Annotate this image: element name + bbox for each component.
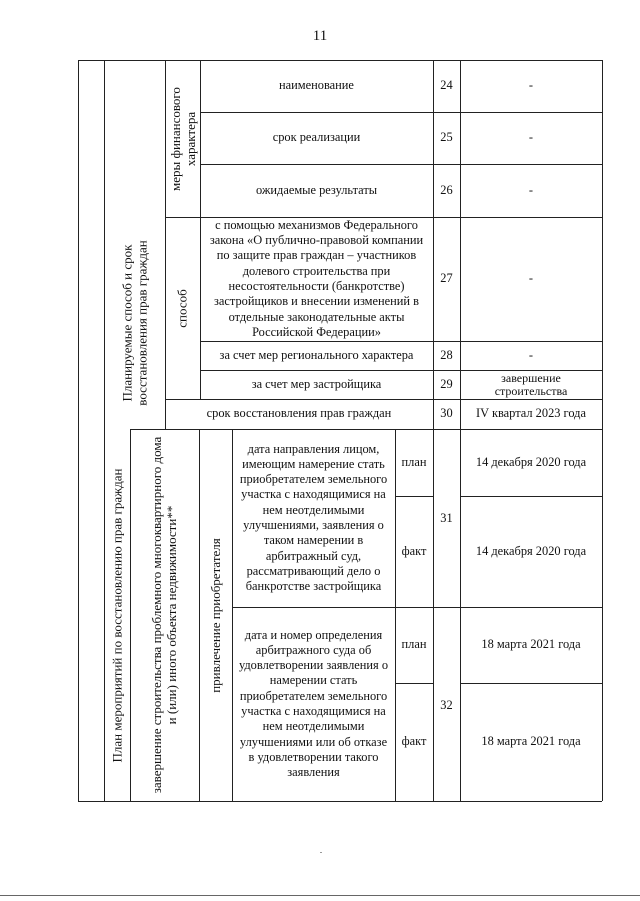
row-26-value: - bbox=[528, 182, 534, 197]
col-divider bbox=[232, 429, 233, 801]
row-32-number: 32 bbox=[440, 698, 453, 713]
row-27-number: 27 bbox=[440, 271, 453, 286]
row-28-label: за счет мер регионального характера bbox=[219, 347, 414, 362]
method-label: способ bbox=[175, 288, 190, 328]
row-28-number: 28 bbox=[440, 347, 453, 362]
row-30-label: срок восстановления прав граждан bbox=[206, 406, 392, 421]
row-31-number: 31 bbox=[440, 511, 453, 526]
financial-line-1: меры финансового bbox=[167, 86, 183, 191]
page-number: 11 bbox=[312, 28, 328, 44]
table-border-bottom bbox=[78, 801, 602, 802]
row-32-fact-label: факт bbox=[401, 734, 427, 749]
row-32-label: дата и номер определения арбитражного суда об удовлетворении заявления о намерении стать приобретателем земельного участка с находящимися на нем неотделимыми улучшениями или об отказе в удовлетворении такого заявления bbox=[238, 627, 389, 780]
scan-speck bbox=[320, 852, 322, 853]
row-31-label: дата направления лицом, имеющим намерение стать приобретателем земельного участка с находящимися на нем неотделимыми улучшениями, заявления о таком намерении в арбитражный суд, рассматривающий дело о банкротстве застройщика bbox=[239, 441, 388, 594]
col-divider bbox=[78, 60, 79, 801]
row-32-plan-value: 18 марта 2021 года bbox=[481, 637, 581, 652]
col-divider bbox=[602, 60, 603, 801]
row-26-label: ожидаемые результаты bbox=[255, 182, 378, 197]
row-24-value: - bbox=[528, 78, 534, 93]
row-31-plan-value: 14 декабря 2020 года bbox=[475, 454, 587, 469]
row-29-value: завершение строительства bbox=[494, 370, 568, 398]
completion-label bbox=[130, 429, 199, 801]
row-31-fact-value: 14 декабря 2020 года bbox=[475, 543, 587, 558]
row-24-label: наименование bbox=[279, 78, 354, 93]
row-31-plan-label: план bbox=[401, 454, 427, 469]
row-29-number: 29 bbox=[440, 376, 453, 391]
completion-line-2: и (или) иного объекта недвижимости** bbox=[164, 505, 180, 725]
financial-line-2: характера bbox=[182, 111, 198, 166]
row-30-value: IV квартал 2023 года bbox=[476, 406, 586, 421]
completion-line-1: завершение строительства проблемного многоквартирного дома bbox=[149, 436, 165, 794]
row-27-value: - bbox=[528, 271, 534, 286]
row-31-fact-label: факт bbox=[401, 543, 427, 558]
row-25-number: 25 bbox=[440, 130, 453, 145]
row-25-label: срок реализации bbox=[272, 130, 361, 145]
row-32-fact-value: 18 марта 2021 года bbox=[481, 734, 581, 749]
row-27-label: с помощью механизмов Федерального закона «О публично-правовой компании по защите прав граждан – участников долевого строительства при несостоятельности (банкротстве) застройщиков и внесении изменений в отдельные законодательные акты Российской Федерации» bbox=[209, 217, 424, 339]
planned-method-line-2: восстановления прав граждан bbox=[134, 240, 150, 406]
row-32-plan-label: план bbox=[401, 637, 427, 652]
row-25-value: - bbox=[528, 130, 534, 145]
attraction-label: привлечение приобретателя bbox=[208, 537, 224, 693]
row-26-number: 26 bbox=[440, 182, 453, 197]
financial-measures-label bbox=[165, 60, 200, 217]
planned-method-line-1: Планируемые способ и срок bbox=[119, 244, 135, 402]
row-28-value: - bbox=[528, 347, 534, 362]
planned-method-group-label bbox=[104, 217, 165, 429]
plan-group-label: План мероприятий по восстановлению прав граждан bbox=[109, 468, 125, 762]
row-30-number: 30 bbox=[440, 406, 453, 421]
page-bottom-rule bbox=[0, 895, 640, 896]
row-24-number: 24 bbox=[440, 78, 453, 93]
row-29-label: за счет мер застройщика bbox=[251, 376, 382, 391]
